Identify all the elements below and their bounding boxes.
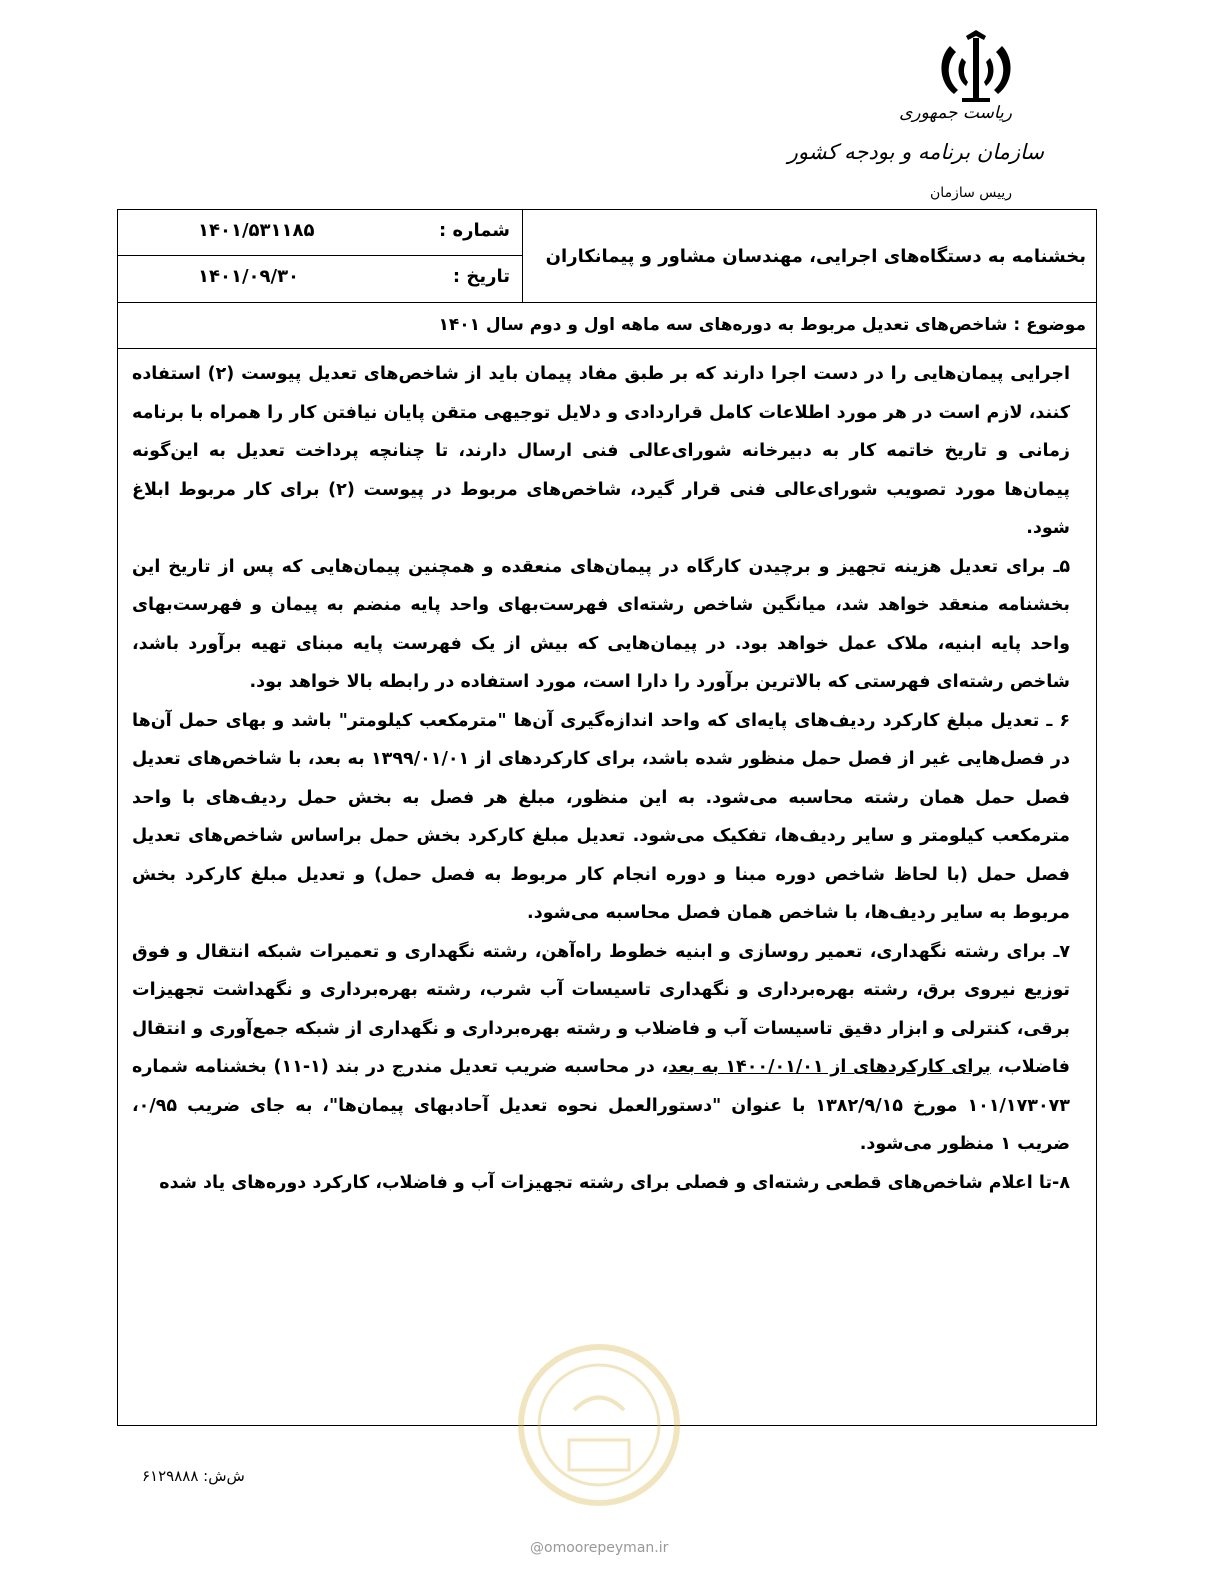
number-row xyxy=(118,210,522,256)
paragraph-7-part-a: ۷ـ برای رشته نگهداری، تعمیر روسازی و ابنیه خطوط راه‌آهن، رشته نگهداری و تعمیرات شبکه انتقال و فوق توزیع نیروی برق، رشته بهره‌برداری و نگهداری تاسیسات آب شرب، رشته بهره‌برداری و نگهداشت تجهیزات برقی، کنترلی و ابزار دقیق تاسیسات آب و فاضلاب و رشته بهره‌برداری و نگهداری از شبکه جمع‌آوری و انتقال فاضلاب، xyxy=(132,941,1070,1077)
paragraph-6: ۶ ـ تعدیل مبلغ کارکرد ردیف‌های پایه‌ای که واحد اندازه‌گیری آن‌ها "مترمکعب کیلومتر" باشد و بهای حمل آن‌ها در فصل‌هایی غیر از فصل حمل منظور شده باشد، برای کارکردهای از ۱۳۹۹/۰۱/۰۱ به بعد، با شاخص‌های تعدیل فصل حمل همان رشته محاسبه می‌شود. به این منظور، مبلغ هر فصل به بخش حمل ردیف‌های با واحد مترمکعب کیلومتر و سایر ردیف‌ها، تفکیک می‌شود. تعدیل مبلغ کارکرد بخش حمل براساس شاخص‌های تعدیل فصل حمل (با لحاظ شاخص دوره مبنا و دوره انجام کار مربوط به فصل حمل) و تعدیل مبلغ کارکرد بخش مربوط به سایر ردیف‌ها، با شاخص همان فصل محاسبه می‌شود. xyxy=(132,710,1070,923)
date-value: ۱۴۰۱/۰۹/۳۰ xyxy=(198,266,300,287)
subject: موضوع : شاخص‌های تعدیل مربوط به دوره‌های سه ماهه اول و دوم سال ۱۴۰۱ xyxy=(118,302,1096,349)
recipient: بخشنامه به دستگاه‌های اجرایی، مهندسان مشاور و پیمانکاران xyxy=(522,210,1096,302)
org-line-organization: سازمان برنامه و بودجه کشور xyxy=(787,140,1044,164)
letter-header xyxy=(118,210,1096,303)
paragraph-8: ۸-تا اعلام شاخص‌های قطعی رشته‌ای و فصلی برای رشته تجهیزات آب و فاضلاب، کارکرد دوره‌های یاد شده xyxy=(159,1172,1070,1193)
paragraph-7-part-b: ، در محاسبه ضریب تعدیل مندرج در بند (۱-۱۱) بخشنامه شماره ۱۰۱/۱۷۳۰۷۳ مورخ ۱۳۸۲/۹/۱۵ با عنوان "دستورالعمل نحوه تعدیل آحادبهای پیمان‌ها"، به جای ضریب ۰/۹۵، ضریب ۱ منظور می‌شود. xyxy=(132,1057,1070,1154)
emblem-icon xyxy=(928,28,1024,108)
watermark-seal-icon xyxy=(514,1340,684,1510)
date-label: تاریخ : xyxy=(452,266,510,287)
letter-frame xyxy=(117,209,1097,1426)
org-line-presidency: ریاست جمهوری xyxy=(899,103,1012,123)
paragraph-7-underlined: برای کارکردهای از ۱۴۰۰/۰۱/۰۱ به بعد xyxy=(668,1057,991,1077)
paragraph-intro: اجرایی پیمان‌هایی را در دست اجرا دارند که بر طبق مفاد پیمان باید از شاخص‌های تعدیل پیوست (۲) استفاده کنند، لازم است در هر مورد اطلاعات کامل قراردادی و دلایل توجیهی متقن پایان نیافتن کار را همراه با برنامه زمانی و تاریخ خاتمه کار به دبیرخانه شورای‌عالی فنی ارسال دارند، تا چنانچه پرداخت تعدیل به این‌گونه پیمان‌ها مورد تصویب شورای‌عالی فنی قرار گیرد، شاخص‌های مربوط در پیوست (۲) برای کار مربوط ابلاغ شود. xyxy=(132,364,1070,538)
watermark-handle: @omoorepeyman.ir xyxy=(530,1540,669,1556)
letter-body xyxy=(132,355,1070,1202)
number-label: شماره : xyxy=(439,220,510,241)
org-line-head: رییس سازمان xyxy=(930,185,1012,201)
paragraph-7 xyxy=(132,933,1070,1164)
number-value: ۱۴۰۱/۵۳۱۱۸۵ xyxy=(198,220,315,241)
date-row xyxy=(118,256,522,302)
paragraph-5: ۵ـ برای تعدیل هزینه تجهیز و برچیدن کارگاه در پیمان‌های منعقده و همچنین پیمان‌هایی که پس از تاریخ این بخشنامه منعقد خواهد شد، میانگین شاخص رشته‌ای فهرست‌بهای واحد پایه منضم به پیمان و فهرست‌بهای واحد پایه ابنیه، ملاک عمل خواهد بود. در پیمان‌هایی که بیش از یک فهرست پایه مبنای تهیه برآورد باشد، شاخص رشته‌ای فهرستی که بالاترین برآورد را دارا است، مورد استفاده در رابطه بالا خواهد بود. xyxy=(132,556,1070,692)
footnote: ش‌ش: ۶۱۲۹۸۸۸ xyxy=(142,1467,245,1485)
